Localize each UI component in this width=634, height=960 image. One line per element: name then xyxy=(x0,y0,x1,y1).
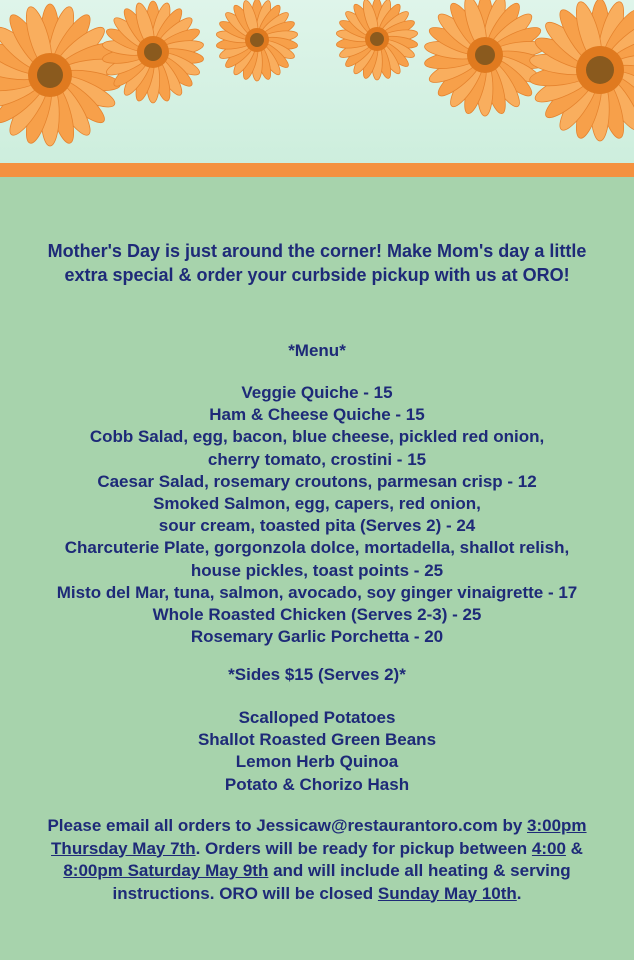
flower-icon xyxy=(330,0,425,84)
sides-list xyxy=(0,707,634,796)
flower-icon xyxy=(525,0,634,155)
menu-item: Ham & Cheese Quiche - 15 xyxy=(209,405,425,425)
menu-item: house pickles, toast points - 25 xyxy=(190,560,444,580)
menu-item: sour cream, toasted pita (Serves 2) - 24 xyxy=(158,516,476,536)
orange-divider xyxy=(0,163,634,177)
menu-list xyxy=(0,382,634,648)
side-item: Potato & Chorizo Hash xyxy=(224,774,410,794)
flower-banner xyxy=(0,0,634,163)
footer-text: . Orders will be ready for pickup between xyxy=(195,838,532,858)
menu-item: Charcuterie Plate, gorgonzola dolce, mortadella, shallot relish, xyxy=(64,538,570,558)
menu-item: Cobb Salad, egg, bacon, blue cheese, pickled red onion, xyxy=(89,427,545,447)
menu-item: Rosemary Garlic Porchetta - 20 xyxy=(190,627,444,647)
pickup-start-link[interactable]: 4:00 xyxy=(531,838,566,858)
order-deadline-link[interactable]: 3:00pm Thursday May 7th xyxy=(51,816,587,858)
flower-icon xyxy=(98,0,208,112)
closed-date-link[interactable]: Sunday May 10th xyxy=(377,883,517,903)
footer-text: and will include all heating & serving instructions. ORO will be closed xyxy=(112,861,571,903)
menu-item: Whole Roasted Chicken (Serves 2-3) - 25 xyxy=(152,605,482,625)
footer-text: Please email all orders to Jessicaw@restaurantoro.com by xyxy=(47,816,528,835)
menu-item: cherry tomato, crostini - 15 xyxy=(207,449,427,469)
footer-text: & xyxy=(565,838,583,858)
intro-text: Mother's Day is just around the corner! Make Mom's day a little extra special & order your curbside pickup with us at ORO! xyxy=(47,241,587,285)
side-item: Scalloped Potatoes xyxy=(238,708,396,727)
menu-item: Smoked Salmon, egg, capers, red onion, xyxy=(153,494,481,514)
footer-text: . xyxy=(516,883,522,903)
menu-item: Caesar Salad, rosemary croutons, parmesan crisp - 12 xyxy=(97,471,537,491)
side-item: Lemon Herb Quinoa xyxy=(235,752,399,772)
sides-heading: *Sides $15 (Serves 2)* xyxy=(228,665,406,684)
menu-item: Veggie Quiche - 15 xyxy=(241,383,393,402)
pickup-end-link[interactable]: 8:00pm Saturday May 9th xyxy=(63,861,269,880)
menu-heading: *Menu* xyxy=(288,341,346,360)
menu-item: Misto del Mar, tuna, salmon, avocado, soy ginger vinaigrette - 17 xyxy=(56,582,578,602)
side-item: Shallot Roasted Green Beans xyxy=(197,730,437,750)
order-instructions xyxy=(40,815,594,905)
flower-icon xyxy=(210,0,305,85)
